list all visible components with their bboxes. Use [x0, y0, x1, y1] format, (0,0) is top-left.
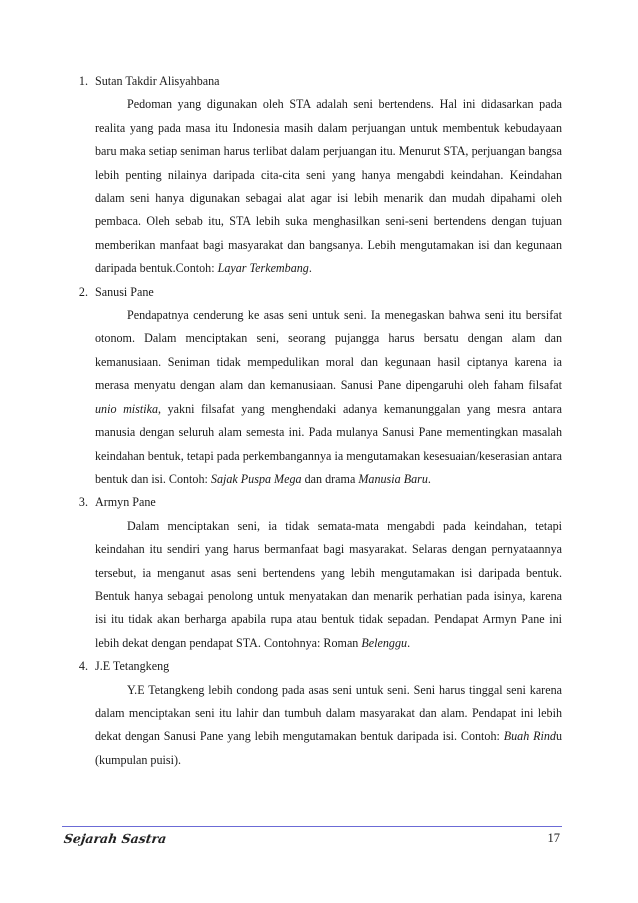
- list-item: [62, 655, 562, 772]
- list-item-heading: [62, 70, 562, 93]
- footer-title: Sejarah Sastra: [62, 831, 168, 846]
- list-item: [62, 70, 562, 281]
- italic-title: Buah Rind: [503, 729, 556, 744]
- italic-title: Sajak Puspa Mega: [210, 471, 302, 486]
- heading-text: J.E Tetangkeng: [95, 659, 170, 674]
- paragraph-text: .: [427, 471, 431, 486]
- heading-text: Sutan Takdir Alisyahbana: [95, 74, 220, 88]
- italic-title: Layar Terkembang: [217, 261, 309, 276]
- paragraph: [95, 679, 562, 773]
- paragraph-text: Pendapatnya cenderung ke asas seni untuk seni. Ia menegaskan bahwa seni itu bersifat otonom. Dalam menciptakan seni, seorang pujangga harus bersatu dengan alam dan kemanusiaan. Seniman tidak mempedulikan moral dan kegunaan hasil ciptanya karena ia merasa menyatu dengan alam dan kemanusiaan. Sanusi Pane dipengaruhi oleh faham filsafat: [95, 308, 562, 393]
- list-item-heading: [62, 655, 562, 678]
- list-number: 3.: [78, 495, 88, 510]
- list-number: 1.: [78, 74, 88, 88]
- paragraph: [95, 93, 562, 280]
- heading-text: Sanusi Pane: [95, 284, 154, 299]
- page-number: 17: [547, 831, 560, 845]
- paragraph-text: Pedoman yang digunakan oleh STA adalah seni bertendens. Hal ini didasarkan pada realita yang pada masa itu Indonesia masih dalam perjuangan untuk membentuk kebudayaan baru maka setiap seniman harus terlibat dalam perjuangan itu. Menurut STA, perjuangan bangsa lebih penting nilainya daripada cita-cita seni yang hanya mengabdi keindahan. Keindahan dalam seni hanya digunakan sebagai alat agar isi lebih menarik dan mudah dipahami oleh pembaca. Oleh sebab itu, STA lebih suka menghasilkan seni-seni bertendens dengan tujuan memberikan manfaat bagi masyarakat dan bangsanya. Lebih mengutamakan isi dan kegunaan daripada bentuk.Contoh:: [95, 97, 562, 276]
- paragraph-text: , yakni filsafat yang menghendaki adanya kemanunggalan yang mesra antara manusia dengan seluruh alam semesta ini. Pada mulanya Sanusi Pane mementingkan masalah keindahan bentuk, tetapi pada perkembangannya ia mengutamakan kesesuaian/keserasian antara bentuk dan isi. Contoh:: [95, 401, 562, 486]
- list-item: [62, 281, 562, 492]
- italic-title: Belenggu: [361, 635, 408, 650]
- paragraph: [95, 304, 562, 491]
- list-number: 2.: [78, 284, 88, 299]
- paragraph: [95, 515, 562, 655]
- heading-text: Armyn Pane: [95, 495, 156, 510]
- italic-term: unio mistika: [95, 401, 159, 416]
- italic-title: Manusia Baru: [358, 471, 428, 486]
- footer-divider: [62, 826, 562, 827]
- paragraph-text: .: [308, 261, 312, 276]
- list-item-heading: [62, 281, 562, 304]
- paragraph-text: .: [407, 635, 411, 650]
- list-item: [62, 491, 562, 655]
- document-body: [62, 70, 562, 772]
- paragraph-text: dan drama: [301, 471, 359, 486]
- list-item-heading: [62, 491, 562, 514]
- paragraph-text: Dalam menciptakan seni, ia tidak semata-mata mengabdi pada keindahan, tetapi keindahan itu sendiri yang harus bermanfaat bagi masyarakat. Selaras dengan pernyataannya tersebut, ia menganut asas seni bertendens yang lebih mengutamakan isi daripada bentuk. Bentuk hanya sebagai penolong untuk menyatakan dan menarik perhatian pada isinya, karena isi itu tidak akan berharga apabila rupa atau bentuk tidak sepadan. Pendapat Armyn Pane ini lebih dekat dengan pendapat STA. Contohnya: Roman: [95, 518, 562, 650]
- list-number: 4.: [78, 659, 88, 674]
- paragraph-text: Y.E Tetangkeng lebih condong pada asas seni untuk seni. Seni harus tinggal seni karena dalam menciptakan seni itu lahir dan tumbuh dalam masyarakat dan alam. Pendapat ini lebih dekat dengan Sanusi Pane yang lebih mengutamakan bentuk daripada isi. Contoh:: [95, 682, 562, 744]
- paragraph-text: u (kumpulan puisi).: [95, 729, 562, 767]
- page-footer: [62, 826, 562, 850]
